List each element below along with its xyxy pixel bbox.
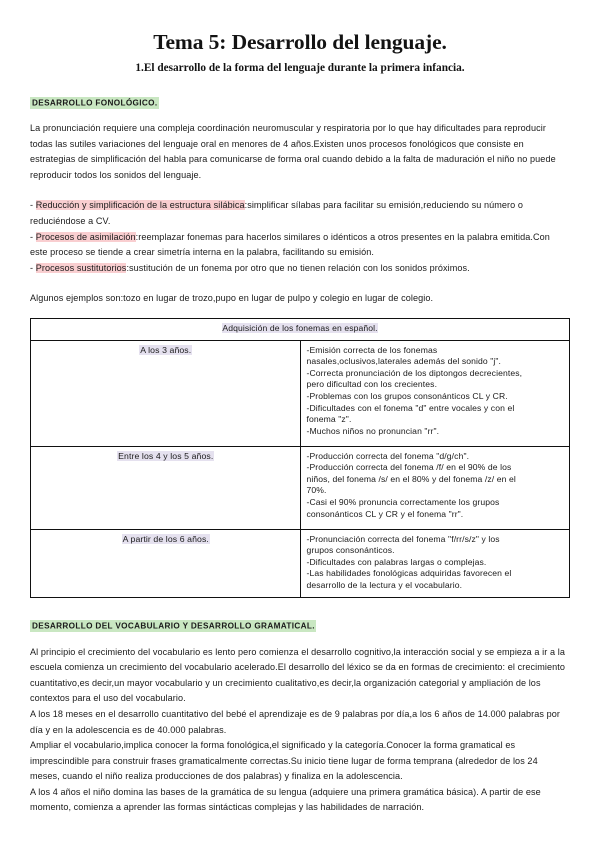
bullet-list-procesos bbox=[30, 183, 570, 276]
bullet-term: Procesos de asimilación bbox=[35, 231, 136, 242]
description-line: -Las habilidades fonológicas adquiridas favorecen el bbox=[306, 568, 512, 579]
list-item bbox=[30, 230, 570, 261]
paragraph-vocabulario-4: A los 4 años el niño domina las bases de la gramática de su lengua (adquiere una primera gramática básica). A partir de ese momento, comienza a aprender las formas sintácticas complejas y las habilidades de narración. bbox=[30, 786, 541, 813]
description-line: -Producción correcta del fonema /f/ en el 90% de los bbox=[306, 462, 512, 473]
description-line: -Pronunciación correcta del fonema "f/rr/s/z" y los bbox=[306, 533, 500, 544]
list-item bbox=[30, 198, 570, 229]
bullet-dash: - bbox=[30, 262, 36, 273]
fonemas-table bbox=[30, 318, 570, 598]
table-header-row bbox=[31, 318, 570, 340]
description-line: nasales,oclusivos,laterales además del sonido "j". bbox=[306, 356, 502, 367]
description-line: -Dificultades con palabras largas o complejas. bbox=[306, 556, 487, 567]
paragraph-vocabulario-1: Al principio el crecimiento del vocabulario es lento pero comienza el desarrollo cognitivo,la interacción social y se empieza a ir a la escuela comienza un crecimiento del vocabulario acelerado.El desarrollo del léxico se da en formas de crecimiento: el crecimiento cuantitativo,es decir,un mayor vocabulario y un crecimiento cualitativo,es decir,la organización categorial y ampliación de los contextos para el uso del vocabulario. bbox=[30, 646, 565, 704]
description-line: consonánticos CL y CR y el fonema "rr". bbox=[306, 508, 464, 519]
description-line: -Producción correcta del fonema "d/g/ch". bbox=[306, 450, 470, 461]
page-title: Tema 5: Desarrollo del lenguaje. bbox=[153, 30, 447, 54]
description-line: pero dificultad con los crecientes. bbox=[306, 379, 438, 390]
section-heading-vocabulario-label: DESARROLLO DEL VOCABULARIO Y DESARROLLO GRAMATICAL. bbox=[32, 621, 315, 631]
list-item bbox=[30, 261, 570, 277]
table-cell-description bbox=[300, 446, 570, 529]
bullet-text: :sustitución de un fonema por otro que no tienen relación con los sonidos próximos. bbox=[126, 262, 470, 273]
paragraph-fonologico-intro: La pronunciación requiere una compleja coordinación neuromuscular y respiratoria por lo que hay dificultades para reproducir todas las sutiles variaciones del lenguaje oral en menores de 4 años.Existen unos procesos fonológicos que consiste en estrategias de simplificación del habla para comunicarse de forma oral cuando debido a la falta de maduración el niño no puede reproducir todos los sonidos del lenguaje. bbox=[30, 123, 556, 180]
description-line: -Emisión correcta de los fonemas bbox=[306, 344, 438, 355]
age-label: A los 3 años. bbox=[140, 344, 192, 355]
table-cell-description bbox=[300, 340, 570, 446]
section-heading-vocabulario bbox=[30, 598, 570, 631]
description-line: niños, del fonema /s/ en el 80% y del fonema /z/ en el bbox=[306, 473, 516, 484]
description-line: -Casi el 90% pronuncia correctamente los grupos bbox=[306, 496, 500, 507]
bullet-dash: - bbox=[30, 200, 36, 211]
table-cell-age bbox=[31, 340, 301, 446]
description-line: -Problemas con los grupos consonánticos CL y CR. bbox=[306, 390, 508, 401]
description-line: -Muchos niños no pronuncian "rr". bbox=[306, 425, 440, 436]
description-line: fonema "z". bbox=[306, 414, 352, 425]
bullet-text: :simplificar sílabas para facilitar su emisión,reduciendo su número o reduciéndose a CV. bbox=[30, 200, 524, 226]
description-line: -Correcta pronunciación de los diptongos decrecientes, bbox=[306, 367, 523, 378]
table-row bbox=[31, 446, 570, 529]
paragraph-examples: Algunos ejemplos son:tozo en lugar de trozo,pupo en lugar de pulpo y colegio en lugar de colegio. bbox=[30, 293, 434, 304]
table-cell-description bbox=[300, 529, 570, 597]
table-cell-age bbox=[31, 446, 301, 529]
bullet-dash: - bbox=[30, 231, 36, 242]
paragraph-vocabulario-2: A los 18 meses en el desarrollo cuantitativo del bebé el aprendizaje es de 9 palabras por día,a los 6 años de 14.000 palabras por día y en la adolescencia es de 40.000 palabras. bbox=[30, 708, 561, 735]
table-row bbox=[31, 340, 570, 446]
table-caption-cell bbox=[31, 318, 570, 340]
page-subtitle: 1.El desarrollo de la forma del lenguaje durante la primera infancia. bbox=[135, 62, 465, 74]
description-line: grupos consonánticos. bbox=[306, 545, 395, 556]
table-row bbox=[31, 529, 570, 597]
bullet-term: Reducción y simplificación de la estructura silábica bbox=[35, 200, 245, 211]
bullet-text: :reemplazar fonemas para hacerlos similares o idénticos a otros presentes en la palabra emitida.Con este proceso se tiende a crear simetría interna en la palabra, facilitando su emisión. bbox=[30, 231, 550, 258]
description-line: 70%. bbox=[306, 485, 327, 496]
table-caption-label: Adquisición de los fonemas en español. bbox=[222, 322, 378, 333]
section-heading-fonologico-label: DESARROLLO FONOLÓGICO. bbox=[32, 98, 158, 107]
section-heading-fonologico bbox=[30, 74, 570, 107]
description-line: -Dificultades con el fonema "d" entre vocales y con el bbox=[306, 402, 515, 413]
table-cell-age bbox=[31, 529, 301, 597]
age-label: A partir de los 6 años. bbox=[122, 533, 209, 544]
table-wrapper bbox=[30, 307, 570, 598]
paragraph-vocabulario-3: Ampliar el vocabulario,implica conocer la forma fonológica,el significado y la categoría.Conocer la forma gramatical es imprescindible para construir frases gramaticalmente correctas.Su inicio tiene lugar de forma temprana (alrededor de los 24 meses, cuando el niño realiza producciones de dos palabras) y finaliza en la adolescencia. bbox=[30, 740, 538, 782]
description-line: desarrollo de la lectura y el vocabulario. bbox=[306, 579, 463, 590]
bullet-term: Procesos sustitutorios bbox=[35, 262, 127, 273]
age-label: Entre los 4 y los 5 años. bbox=[118, 450, 214, 461]
